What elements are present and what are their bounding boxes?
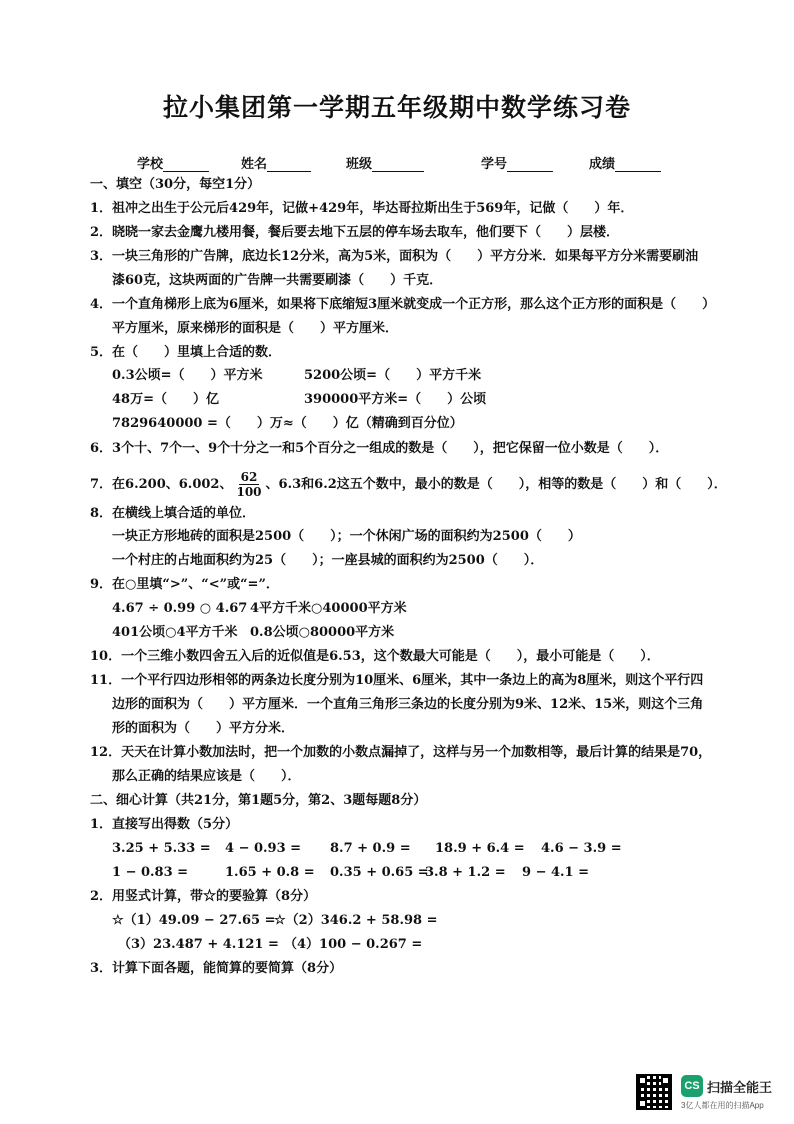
question-9-item-2: 4平方千米○40000平方米 (250, 601, 407, 616)
section-heading-fill-blanks: 一、填空（30分，每空1分） (90, 177, 261, 192)
vertical-calc-item: ☆（2）346.2 + 58.98 = (274, 913, 438, 928)
calc-question-2: 2．用竖式计算，带☆的要验算（8分） (90, 889, 317, 904)
calc-item: 0.35 + 0.65 = (330, 865, 429, 880)
calc-item: 18.9 + 6.4 = (435, 841, 525, 856)
question-8: 8．在横线上填合适的单位． (90, 506, 256, 521)
question-1: 1．祖冲之出生于公元后429年，记做+429年，毕达哥拉斯出生于569年，记做（ ）年． (90, 201, 634, 216)
number-blank[interactable] (507, 157, 553, 172)
number-field: 学号 (481, 153, 553, 172)
question-6: 6．3个十、7个一、9个十分之一和5个百分之一组成的数是（ ），把它保留一位小数是（ ）． (90, 441, 669, 456)
question-7-part-1: 7．在6.200、6.002、 (90, 477, 233, 492)
question-8-line-1: 一块正方形地砖的面积是2500（ ）；一个休闲广场的面积约为2500（ ） (112, 529, 581, 544)
calc-item: 9 − 4.1 = (522, 865, 590, 880)
exam-title: 拉小集团第一学期五年级期中数学练习卷 (162, 93, 631, 122)
question-5-item-4: 390000平方米=（ ）公顷 (304, 392, 487, 407)
question-9-item-1: 4.67 ÷ 0.99 ○ 4.67 (112, 601, 248, 616)
fraction-denominator: 100 (236, 485, 262, 499)
question-11-line-2: 边形的面积为（ ）平方厘米．一个直角三角形三条边的长度分别为9米、12米、15米，则这个三角 (112, 697, 704, 712)
calc-question-3: 3．计算下面各题，能简算的要简算（8分） (90, 961, 343, 976)
question-9: 9．在○里填“>”、“<”或“=”． (90, 577, 279, 592)
fraction (234, 470, 263, 499)
calc-item: 1 − 0.83 = (112, 865, 189, 880)
question-5-item-3: 48万=（ ）亿 (112, 392, 219, 407)
calc-item: 3.8 + 1.2 = (425, 865, 506, 880)
question-8-line-2: 一个村庄的占地面积约为25（ ）；一座县城的面积约为2500（ ）． (112, 553, 544, 568)
vertical-calc-item: （4）100 − 0.267 = (284, 937, 423, 952)
question-5: 5．在（ ）里填上合适的数． (90, 345, 282, 360)
question-5-item-2: 5200公顷=（ ）平方千米 (304, 368, 482, 383)
question-12-line-2: 那么正确的结果应该是（ ）． (112, 769, 301, 784)
calc-question-1: 1．直接写出得数（5分） (90, 817, 239, 832)
calc-item: 4.6 − 3.9 = (541, 841, 622, 856)
question-5-item-5: 7829640000 =（ ）万≈（ ）亿（精确到百分位） (112, 416, 463, 431)
question-10: 10．一个三维小数四舍五入后的近似值是6.53，这个数最大可能是（ ），最小可能是（ ）． (90, 649, 660, 664)
qr-code-icon (636, 1074, 672, 1110)
class-blank[interactable] (372, 157, 424, 172)
question-4-line-2: 平方厘米，原来梯形的面积是（ ）平方厘米． (112, 321, 399, 336)
name-field: 姓名 (241, 153, 311, 172)
calc-item: 3.25 + 5.33 = (112, 841, 211, 856)
vertical-calc-item: ☆（1）49.09 − 27.65 = (112, 913, 276, 928)
question-7-part-2: 、6.3和6.2这五个数中，最小的数是（ ），相等的数是（ ）和（ ）． (265, 477, 727, 492)
score-blank[interactable] (615, 157, 661, 172)
question-11-line-3: 形的面积为（ ）平方分米． (112, 721, 295, 736)
question-11-line-1: 11．一个平行四边形相邻的两条边长度分别为10厘米、6厘米，其中一条边上的高为8厘米，则这个平行四 (90, 673, 704, 688)
camscanner-logo-icon: CS (681, 1075, 703, 1097)
question-7 (90, 470, 727, 499)
class-field: 班级 (346, 153, 424, 172)
question-12-line-1: 12．天天在计算小数加法时，把一个加数的小数点漏掉了，这样与另一个加数相等，最后计算的结果是70， (90, 745, 712, 760)
name-blank[interactable] (267, 157, 311, 172)
brand-tagline: 3亿人都在用的扫描App (681, 1101, 764, 1110)
calc-item: 4 − 0.93 = (225, 841, 302, 856)
school-field: 学校 (137, 153, 209, 172)
school-blank[interactable] (163, 157, 209, 172)
calc-item: 1.65 + 0.8 = (225, 865, 315, 880)
score-field: 成绩 (589, 153, 661, 172)
question-3-line-1: 3．一块三角形的广告牌，底边长12分米，高为5米，面积为（ ）平方分米．如果每平方分米需要刷油 (90, 249, 699, 264)
question-2: 2．晓晓一家去金鹰九楼用餐，餐后要去地下五层的停车场去取车，他们要下（ ）层楼． (90, 225, 620, 240)
vertical-calc-item: （3）23.487 + 4.121 = (118, 937, 279, 952)
brand-name: 扫描全能王 (707, 1080, 773, 1095)
question-9-item-3: 401公顷○4平方千米 (112, 625, 238, 640)
section-heading-calculation: 二、细心计算（共21分，第1题5分，第2、3题每题8分） (90, 793, 427, 808)
question-3-line-2: 漆60克，这块两面的广告牌一共需要刷漆（ ）千克． (112, 273, 443, 288)
question-4-line-1: 4．一个直角梯形上底为6厘米，如果将下底缩短3厘米就变成一个正方形，那么这个正方形的面积是（ ） (90, 297, 716, 312)
calc-item: 8.7 + 0.9 = (330, 841, 411, 856)
fraction-numerator: 62 (240, 470, 258, 484)
question-5-item-1: 0.3公顷=（ ）平方米 (112, 368, 263, 383)
question-9-item-4: 0.8公顷○80000平方米 (250, 625, 395, 640)
